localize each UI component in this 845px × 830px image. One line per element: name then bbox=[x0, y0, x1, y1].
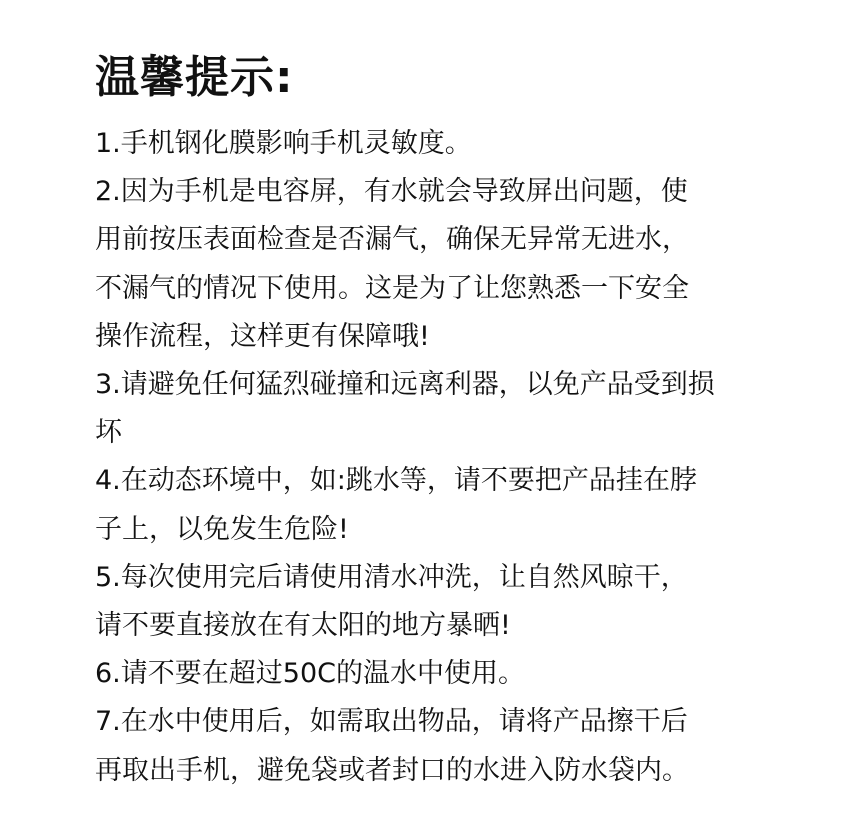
notice-line: 1.手机钢化膜影响手机灵敏度。 bbox=[95, 128, 472, 159]
notice-line: 再取出手机，避免袋或者封口的水进入防水袋内。 bbox=[95, 754, 689, 786]
notice-line: 请不要直接放在有太阳的地方暴晒! bbox=[95, 610, 511, 642]
notice-line: 子上，以免发生危险! bbox=[95, 513, 349, 545]
notice-line: 4.在动态环境中，如:跳水等，请不要把产品挂在脖 bbox=[95, 465, 697, 497]
notice-line: 坏 bbox=[95, 417, 122, 449]
notice-text bbox=[95, 120, 815, 795]
notice-line: 5.每次使用完后请使用清水冲洗，让自然风晾干， bbox=[95, 561, 688, 593]
notice-line: 操作流程，这样更有保障哦! bbox=[95, 320, 430, 352]
notice-line: 用前按压表面检查是否漏气，确保无异常无进水， bbox=[95, 224, 689, 256]
notice-line: 3.请避免任何猛烈碰撞和远离利器，以免产品受到损 bbox=[95, 369, 715, 401]
notice-line: 7.在水中使用后，如需取出物品，请将产品擦干后 bbox=[95, 706, 688, 738]
notice-line: 2.因为手机是电容屏，有水就会导致屏出问题，使 bbox=[95, 176, 688, 208]
notice-title: 温馨提示: bbox=[95, 52, 294, 103]
notice-line: 6.请不要在超过50C的温水中使用。 bbox=[95, 658, 525, 690]
notice-panel bbox=[95, 48, 815, 795]
notice-line: 不漏气的情况下使用。这是为了让您熟悉一下安全 bbox=[95, 272, 689, 304]
